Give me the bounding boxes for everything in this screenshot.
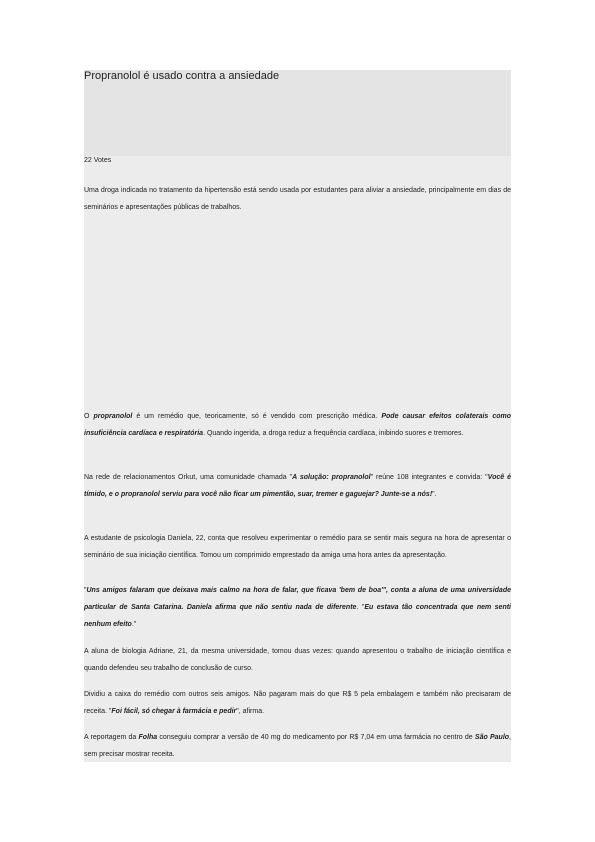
emphasis-text: Folha bbox=[138, 734, 158, 741]
emphasis-text: Você é tímido, e o propranolol serviu para você não ficar um pimentão, suar, tremer e gaguejar? Junte-se a nós! bbox=[84, 474, 512, 498]
emphasis-text: propranolol bbox=[93, 413, 133, 420]
paragraph bbox=[84, 182, 511, 216]
emphasis-text: Pode causar efeitos colaterais como insuficiência cardíaca e respiratória bbox=[84, 413, 512, 437]
body-text: Na rede de relacionamentos Orkut, uma comunidade chamada " bbox=[84, 474, 293, 481]
emphasis-text: Uns amigos falaram que deixava mais calmo na hora de falar, que ficava 'bem de boa'", conta a aluna de uma universidade particular de Santa Catarina. Daniela afirma que não sentiu nada de diferente bbox=[84, 587, 511, 611]
body-text: Dividiu a caixa do remédio com outros seis amigos. Não pagaram mais do que R$ 5 pela embalagem e também não precisaram de receita. " bbox=[84, 691, 511, 715]
paragraph bbox=[84, 530, 511, 564]
body-text: Uma droga indicada no tratamento da hipertensão está sendo usada por estudantes para aliviar a ansiedade, principalmente em dias de seminários e apresentações públicas de trabalhos. bbox=[84, 187, 511, 211]
body-text: . " bbox=[356, 604, 365, 611]
emphasis-text: São Paulo bbox=[474, 734, 510, 741]
body-text: " reúne 108 integrantes e convida: " bbox=[370, 474, 488, 481]
title-band bbox=[84, 70, 511, 156]
votes-count: 22 Votes bbox=[84, 157, 112, 164]
body-text: " bbox=[84, 587, 87, 594]
body-text: O bbox=[84, 413, 94, 420]
paragraph bbox=[84, 686, 511, 720]
paragraph bbox=[84, 729, 511, 763]
body-text: ", afirma. bbox=[236, 708, 265, 715]
body-text: A estudante de psicologia Daniela, 22, conta que resolveu experimentar o remédio para se sentir mais segura na hora de apresentar o seminário de sua iniciação científica. Tomou um comprimido emprestado da amiga uma hora antes da apresentação. bbox=[84, 535, 511, 559]
paragraph bbox=[84, 643, 511, 677]
paragraph bbox=[84, 469, 511, 503]
article-content bbox=[84, 156, 511, 762]
body-text: A aluna de biologia Adriane, 21, da mesma universidade, tomou duas vezes: quando apresentou o trabalho de iniciação científica e quando defendeu seu trabalho de conclusão de curso. bbox=[84, 648, 511, 672]
paragraph bbox=[84, 408, 511, 442]
body-text: conseguiu comprar a versão de 40 mg do medicamento por R$ 7,04 em uma farmácia no centro de bbox=[157, 734, 475, 741]
body-text: , sem precisar mostrar receita. bbox=[84, 734, 511, 758]
body-text: ." bbox=[131, 621, 137, 628]
emphasis-text: Eu estava tão concentrada que nem senti nenhum efeito bbox=[84, 604, 512, 628]
emphasis-text: A solução: propranolol bbox=[292, 474, 371, 481]
emphasis-text: Foi fácil, só chegar à farmácia e pedir bbox=[111, 708, 237, 715]
body-text: A reportagem da bbox=[84, 734, 139, 741]
body-text: . Quando ingerida, a droga reduz a frequência cardíaca, inibindo suores e tremores. bbox=[203, 430, 464, 437]
body-text: ". bbox=[432, 491, 437, 498]
article-title: Propranolol é usado contra a ansiedade bbox=[84, 70, 280, 82]
paragraph bbox=[84, 582, 511, 633]
body-text: é um remédio que, teoricamente, só é vendido com prescrição médica. bbox=[132, 413, 382, 420]
